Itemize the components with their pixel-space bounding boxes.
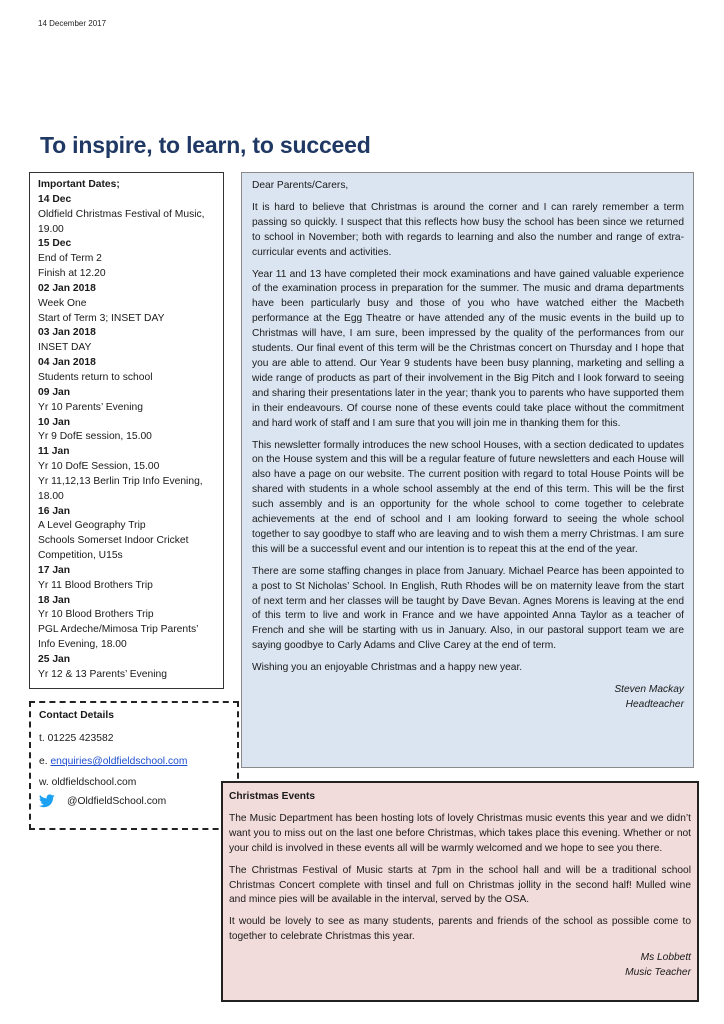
date-event: Start of Term 3; INSET DAY <box>38 312 165 324</box>
date-event: Week One <box>38 297 87 309</box>
important-dates-box <box>29 172 224 689</box>
contact-website: w. oldfieldschool.com <box>39 777 137 788</box>
date-event: Schools Somerset Indoor Cricket Competition, U15s <box>38 535 189 562</box>
events-signature-name: Ms Lobbett <box>640 952 691 964</box>
headteacher-letter <box>241 172 694 768</box>
contact-phone: t. 01225 423582 <box>39 733 114 744</box>
christmas-events-box <box>221 781 699 1002</box>
letter-signature <box>252 683 684 713</box>
contact-email-row <box>39 756 237 767</box>
date-heading: 17 Jan <box>38 564 71 576</box>
date-event: Students return to school <box>38 371 153 383</box>
letter-body <box>252 201 684 676</box>
letter-paragraph: Wishing you an enjoyable Christmas and a happy new year. <box>252 662 523 674</box>
letter-paragraph: This newsletter formally introduces the new school Houses, with a section dedicated to updates on the House system and this will be a regular feature of future newsletters and each House will also have a page on our website. The current position with regard to total House Points will be shared with students in a whole school assembly at the end of this term. This will be the first such assembly and is an opportunity for the whole school to come together to celebrate achievements at the end of school and I am looking forward to seeing the whole school together to say goodbye to staff who are leaving and to wish them a merry Christmas. I am sure this will be a successful event and our intention is to repeat this at the end of the year. <box>252 439 684 555</box>
date-event: INSET DAY <box>38 342 92 354</box>
events-signature-title: Music Teacher <box>625 967 691 979</box>
date-heading: 04 Jan 2018 <box>38 357 96 369</box>
date-event: Finish at 12.20 <box>38 268 106 280</box>
date-heading: 11 Jan <box>38 446 70 458</box>
date-event: PGL Ardeche/Mimosa Trip Parents’ Info Evening, 18.00 <box>38 624 199 651</box>
events-signature <box>229 951 691 981</box>
twitter-row <box>39 794 237 808</box>
date-heading: 18 Jan <box>38 594 71 606</box>
date-event: Yr 11,12,13 Berlin Trip Info Evening, 18.00 <box>38 475 203 502</box>
email-link[interactable]: enquiries@oldfieldschool.com <box>50 756 188 767</box>
newsletter-date: 14 December 2017 <box>38 19 107 28</box>
date-event: Oldfield Christmas Festival of Music, 19.00 <box>38 208 205 235</box>
date-heading: 03 Jan 2018 <box>38 327 96 339</box>
date-event: Yr 12 & 13 Parents’ Evening <box>38 668 167 680</box>
twitter-handle[interactable]: @OldfieldSchool.com <box>67 795 167 807</box>
signature-title: Headteacher <box>625 699 684 710</box>
events-paragraph: The Christmas Festival of Music starts at 7pm in the school hall and will be a traditional school Christmas Concert complete with tinsel and full on Christmas jollity in the second half! Mulled wine and mince pies will be available in the interval, served by the OSA. <box>229 864 691 906</box>
twitter-bird-icon[interactable] <box>39 794 55 808</box>
contact-title: Contact Details <box>39 710 114 721</box>
important-dates-list <box>38 193 217 683</box>
contact-details-box <box>29 701 239 830</box>
date-event: Yr 9 DofE session, 15.00 <box>38 431 152 443</box>
events-paragraph: The Music Department has been hosting lots of lovely Christmas music events this year and we didn’t want you to miss out on the last one before Christmas, which takes place this evening. Whether or not your child is involved in these events all will be warmly welcomed and we hope to see you there. <box>229 812 691 854</box>
page-title: To inspire, to learn, to succeed <box>40 132 371 158</box>
date-event: A Level Geography Trip <box>38 520 146 532</box>
email-prefix: e. <box>39 756 51 767</box>
date-heading: 10 Jan <box>38 416 71 428</box>
letter-greeting: Dear Parents/Carers, <box>252 180 349 191</box>
date-event: Yr 10 Blood Brothers Trip <box>38 609 154 621</box>
signature-name: Steven Mackay <box>614 684 684 696</box>
letter-paragraph: It is hard to believe that Christmas is around the corner and I can rarely remember a term passing so quickly. I suspect that this reflects how busy the school has been since we returned to school in November; both with regards to learning and also the number and range of extra-curricular events and activities. <box>252 201 684 258</box>
date-heading: 02 Jan 2018 <box>38 282 96 294</box>
important-dates-title: Important Dates; <box>38 179 120 190</box>
date-heading: 15 Dec <box>38 238 72 250</box>
date-event: End of Term 2 <box>38 253 102 265</box>
date-heading: 25 Jan <box>38 654 71 665</box>
events-title: Christmas Events <box>229 791 316 802</box>
letter-paragraph: Year 11 and 13 have completed their mock examinations and have gained valuable experience of the examination process in preparation for the summer. The music and drama departments have been particularly busy and those of you who have watched either the Macbeth performance at the Egg Theatre or have attended any of the music events in the build up to Christmas will have, I am sure, been impressed by the quality of the performances from our students. Our final event of this term will be the Christmas concert on Thursday and I hope that you are able to attend. Our Year 9 students have been busy planning, marketing and selling a wide range of products as part of their involvement in the Big Pitch and I look forward to seeing and sharing their presentations later in the year; thank you to parents who have supported them in their endeavours. Of course none of these events could take place without the commitment and hard work of staff and I am sure that you will join me in thanking them for this. <box>252 268 684 429</box>
letter-paragraph: There are some staffing changes in place from January. Michael Pearce has been appointed to a post to St Nicholas’ School. In English, Ruth Rhodes will be on maternity leave from the start of next term and her classes will be taught by Dave Bevan. Agnes Morens is leaving at the end of this term to live and work in France and we have appointed Anna Taylor as a teacher of French and she will be starting with us in January. Also, in our pastoral support team we are saying goodbye to Carly Adams and Clive Carey at the end of term. <box>252 565 684 652</box>
date-heading: 16 Jan <box>38 505 71 517</box>
date-heading: 09 Jan <box>38 386 71 398</box>
events-paragraph: It would be lovely to see as many students, parents and friends of the school as possible come to together to celebrate Christmas this year. <box>229 916 691 943</box>
date-event: Yr 11 Blood Brothers Trip <box>38 579 153 591</box>
events-body <box>229 812 691 945</box>
date-event: Yr 10 DofE Session, 15.00 <box>38 461 160 473</box>
date-event: Yr 10 Parents’ Evening <box>38 401 143 413</box>
date-heading: 14 Dec <box>38 193 72 205</box>
